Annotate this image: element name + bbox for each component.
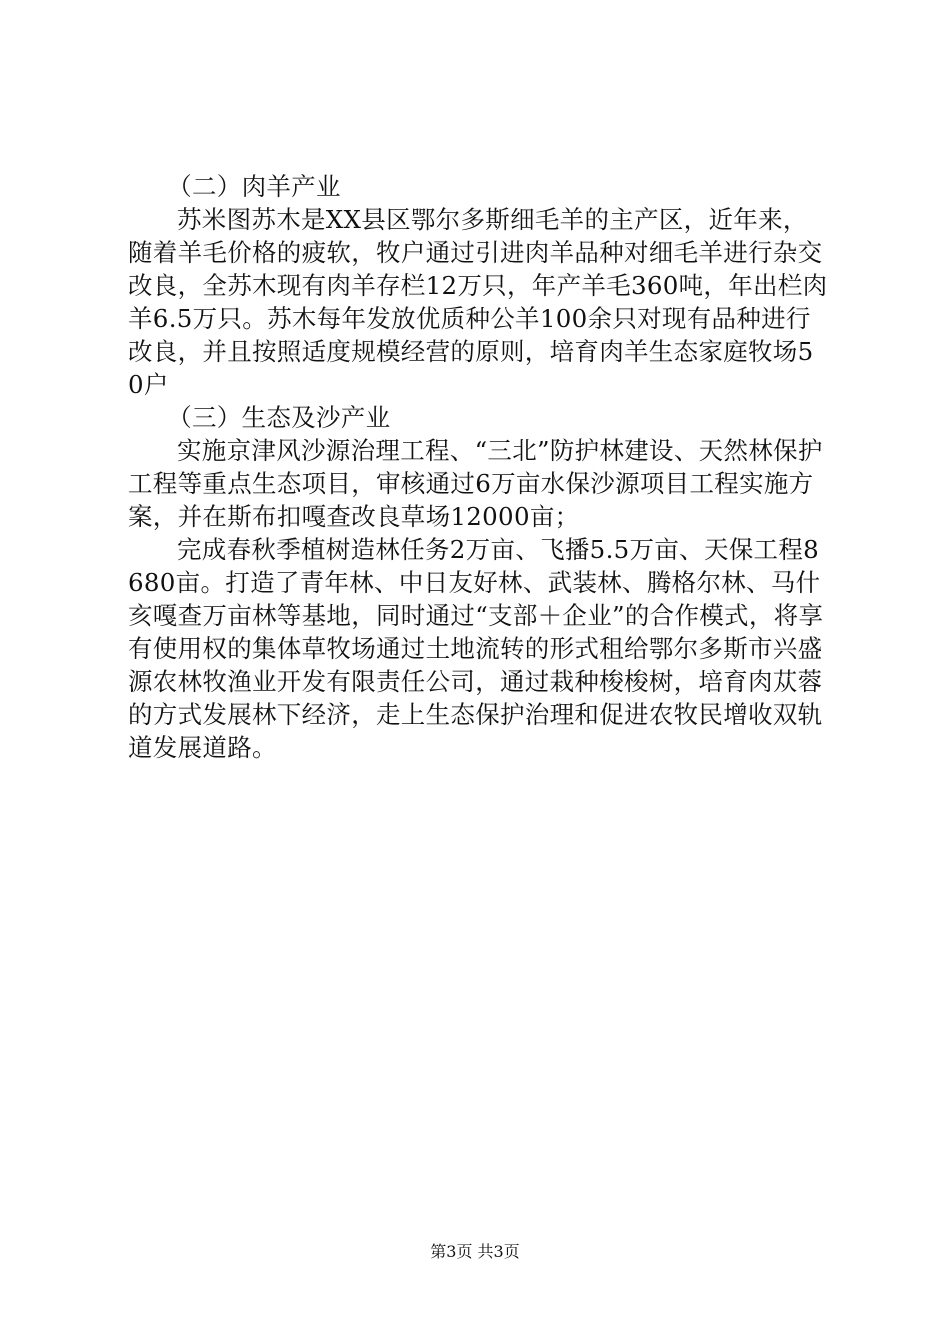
section-heading-ecology-sand: （三）生态及沙产业 (167, 403, 391, 432)
document-body (128, 170, 828, 764)
paragraph-afforestation: 完成春秋季植树造林任务2万亩、飞播5.5万亩、天保工程8680亩。打造了青年林、中日友好林、武装林、腾格尔林、马什亥嘎查万亩林等基地，同时通过“支部＋企业”的合作模式，将享有使用权的集体草牧场通过土地流转的形式租给鄂尔多斯市兴盛源农林牧渔业开发有限责任公司，通过栽种梭梭树，培育肉苁蓉的方式发展林下经济，走上生态保护治理和促进农牧民增收双轨道发展道路。 (128, 535, 824, 762)
paragraph-ecology-projects: 实施京津风沙源治理工程、“三北”防护林建设、天然林保护工程等重点生态项目，审核通过6万亩水保沙源项目工程实施方案，并在斯布扣嘎查改良草场12000亩； (128, 436, 823, 531)
page-footer: 第3页 共3页 (430, 1242, 520, 1261)
section-heading-meat-sheep: （二）肉羊产业 (167, 172, 341, 201)
paragraph-meat-sheep: 苏米图苏木是XX县区鄂尔多斯细毛羊的主产区，近年来，随着羊毛价格的疲软，牧户通过引进肉羊品种对细毛羊进行杂交改良，全苏木现有肉羊存栏12万只，年产羊毛360吨，年出栏肉羊6.5万只。苏木每年发放优质种公羊100余只对现有品种进行改良，并且按照适度规模经营的原则，培育肉羊生态家庭牧场50户 (128, 205, 828, 399)
